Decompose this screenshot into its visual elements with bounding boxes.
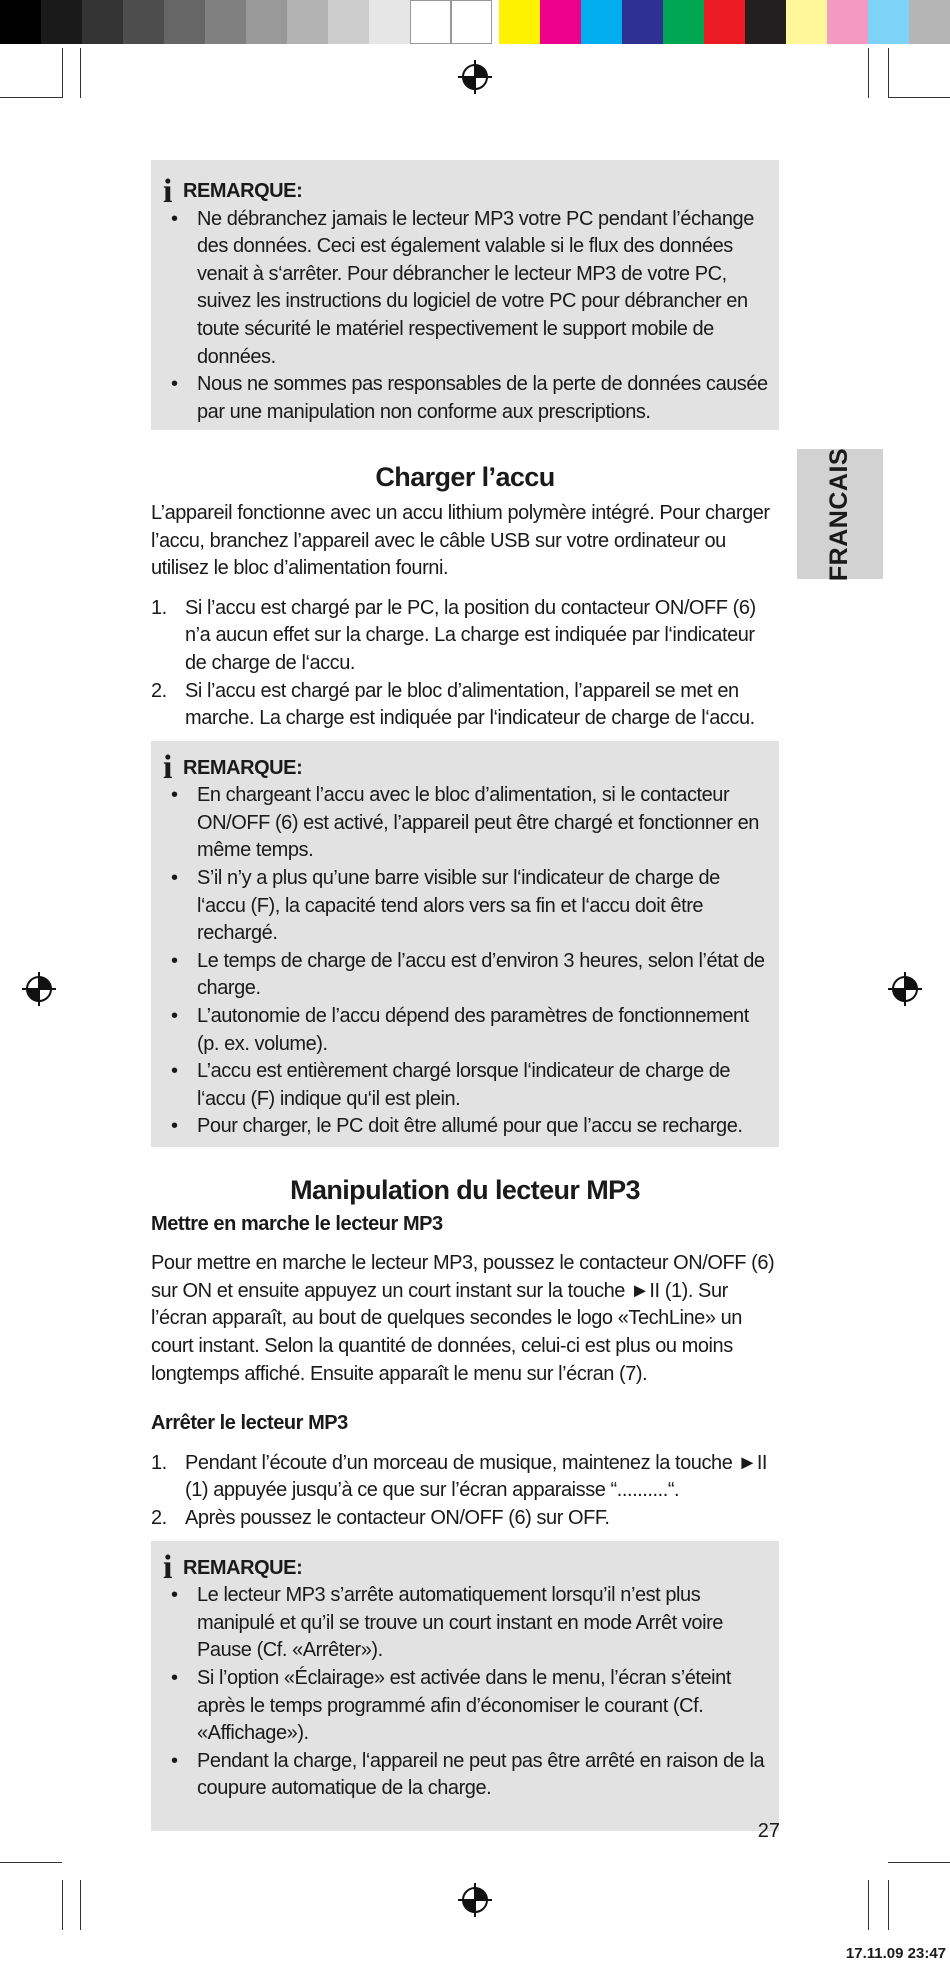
color-swatch [287,0,328,44]
paragraph: L’appareil fonctionne avec un accu lithium polymère intégré. Pour charger l’accu, branchez l’appareil avec le câble USB sur votre ordinateur ou utilisez le bloc d’alimentation fourni. [151,501,770,580]
list-item: • Pendant la charge, l‘appareil ne peut pas être arrêté en raison de la coupure automatique de la charge. [163,1748,769,1803]
crop-mark [80,1880,81,1930]
color-swatch [328,0,369,44]
section-title: Manipulation du lecteur MP3 [290,1175,640,1205]
list-item: • En chargeant l’accu avec le bloc d’alimentation, si le contacteur ON/OFF (6) est activé, l’appareil peut être chargé et fonctionner en même temps. [163,782,769,865]
list-item: • Le lecteur MP3 s’arrête automatiquement lorsqu’il n’est plus manipulé et qu’il se trouve un court instant en mode Arrêt voire Pause (Cf. «Arrêter»). [163,1582,769,1665]
note-heading-label: REMARQUE: [183,1556,303,1579]
registration-mark-icon [458,60,492,94]
list-item [151,1450,779,1505]
list-item-text: Si l’accu est chargé par le bloc d’alimentation, l’appareil se met en marche. La charge est indiquée par l‘indicateur de charge de l‘accu. [185,679,755,730]
color-swatch [540,0,581,44]
list-item: • Si l’option «Éclairage» est activée dans le menu, l’écran s’éteint après le temps programmé afin d’économiser le courant (Cf. «Affichage»). [163,1665,769,1748]
list-item: • L’accu est entièrement chargé lorsque l‘indicateur de charge de l‘accu (F) indique qu‘il est plein. [163,1058,769,1113]
color-swatch [827,0,868,44]
subsection-title: Mettre en marche le lecteur MP3 [151,1212,443,1235]
color-swatch [246,0,287,44]
color-swatch [82,0,123,44]
crop-mark [80,48,81,98]
color-swatch [745,0,786,44]
list-item: • Pour charger, le PC doit être allumé pour que l’accu se recharge. [163,1113,769,1141]
info-icon: i [163,1549,172,1587]
numbered-list [151,595,779,733]
paragraph: Pour mettre en marche le lecteur MP3, poussez le contacteur ON/OFF (6) sur ON et ensuite appuyez un court instant sur la touche ►II (1). Sur l’écran apparaît, au bout de quelques secondes le logo «TechLine» un court instant. Selon la quantité de données, celui-ci est plus ou moins longtemps affiché. Ensuite apparaît le menu sur l’écran (7). [151,1252,775,1385]
list-number: 1. [151,596,167,619]
list-item-text: Si l’accu est chargé par le PC, la position du contacteur ON/OFF (6) n’a aucun effet sur la charge. La charge est indiquée par l‘indicateur de charge de l‘accu. [185,596,756,674]
list-item: • S’il n’y a plus qu’une barre visible sur l‘indicateur de charge de l‘accu (F), la capacité tend alors vers sa fin et l‘accu doit être rechargé. [163,865,769,948]
info-icon: i [163,749,172,787]
note-heading [163,1549,769,1587]
crop-mark [888,48,889,98]
section-title: Charger l’accu [375,462,555,493]
list-item: • Le temps de charge de l’accu est d’environ 3 heures, selon l’état de charge. [163,948,769,1003]
color-swatch [451,0,492,44]
color-swatch [41,0,82,44]
color-swatch [909,0,950,44]
note-heading-label: REMARQUE: [183,180,303,202]
list-item [151,595,779,678]
language-label: FRANCAIS [825,447,854,581]
list-item: • L’autonomie de l’accu dépend des paramètres de fonctionnement (p. ex. volume). [163,1003,769,1058]
list-item [151,678,779,733]
list-item-text: Pendant l’écoute d’un morceau de musique, maintenez la touche ►II (1) appuyée jusqu’à ce que sur l’écran apparaisse “..........“. [185,1451,768,1502]
crop-mark [888,97,950,98]
color-swatch [0,0,41,44]
subsection-title: Arrêter le lecteur MP3 [151,1412,348,1435]
crop-mark [62,1880,63,1930]
color-swatch [499,0,540,44]
color-swatch [663,0,704,44]
list-number: 1. [151,1451,167,1474]
note-box [151,160,779,430]
color-swatch [581,0,622,44]
crop-mark [0,97,62,98]
color-swatch [410,0,451,44]
color-swatch [622,0,663,44]
info-icon: i [163,172,172,210]
numbered-list [151,1450,779,1533]
color-swatch [369,0,410,44]
note-list [163,782,769,1141]
print-timestamp: 17.11.09 23:47 [845,1945,946,1962]
crop-mark [868,48,869,98]
note-box [151,741,779,1147]
note-heading [163,749,769,787]
registration-mark-icon [22,972,56,1006]
color-swatch [205,0,246,44]
list-number: 2. [151,1506,167,1529]
color-swatch [868,0,909,44]
note-heading-label: REMARQUE: [183,756,303,779]
color-swatch [786,0,827,44]
note-list [163,1582,769,1803]
crop-mark [62,48,63,98]
crop-mark [868,1880,869,1930]
list-number: 2. [151,679,167,702]
crop-mark [888,1862,950,1863]
language-side-tab [797,449,883,579]
list-item: • Ne débranchez jamais le lecteur MP3 votre PC pendant l’échange des données. Ceci est également valable si le flux des données venait à s‘arrêter. Pour débrancher le lecteur MP3 de votre PC, suivez les instructions du logiciel de votre PC pour débrancher en toute sécurité le matériel respectivement le support mobile de données. [163,206,769,372]
color-swatch [123,0,164,44]
note-list [163,206,769,427]
note-box [151,1541,779,1831]
color-swatch [704,0,745,44]
page-content [151,160,779,1831]
list-item-text: Après poussez le contacteur ON/OFF (6) sur OFF. [185,1506,610,1529]
list-item: • Nous ne sommes pas responsables de la perte de données causée par une manipulation non conforme aux prescriptions. [163,371,769,426]
page-number: 27 [757,1820,780,1842]
registration-mark-icon [888,972,922,1006]
crop-mark [0,1862,62,1863]
crop-mark [888,1880,889,1930]
printer-color-bar [0,0,950,44]
color-swatch [164,0,205,44]
registration-mark-icon [458,1883,492,1917]
list-item [151,1505,779,1533]
note-heading [163,172,769,210]
